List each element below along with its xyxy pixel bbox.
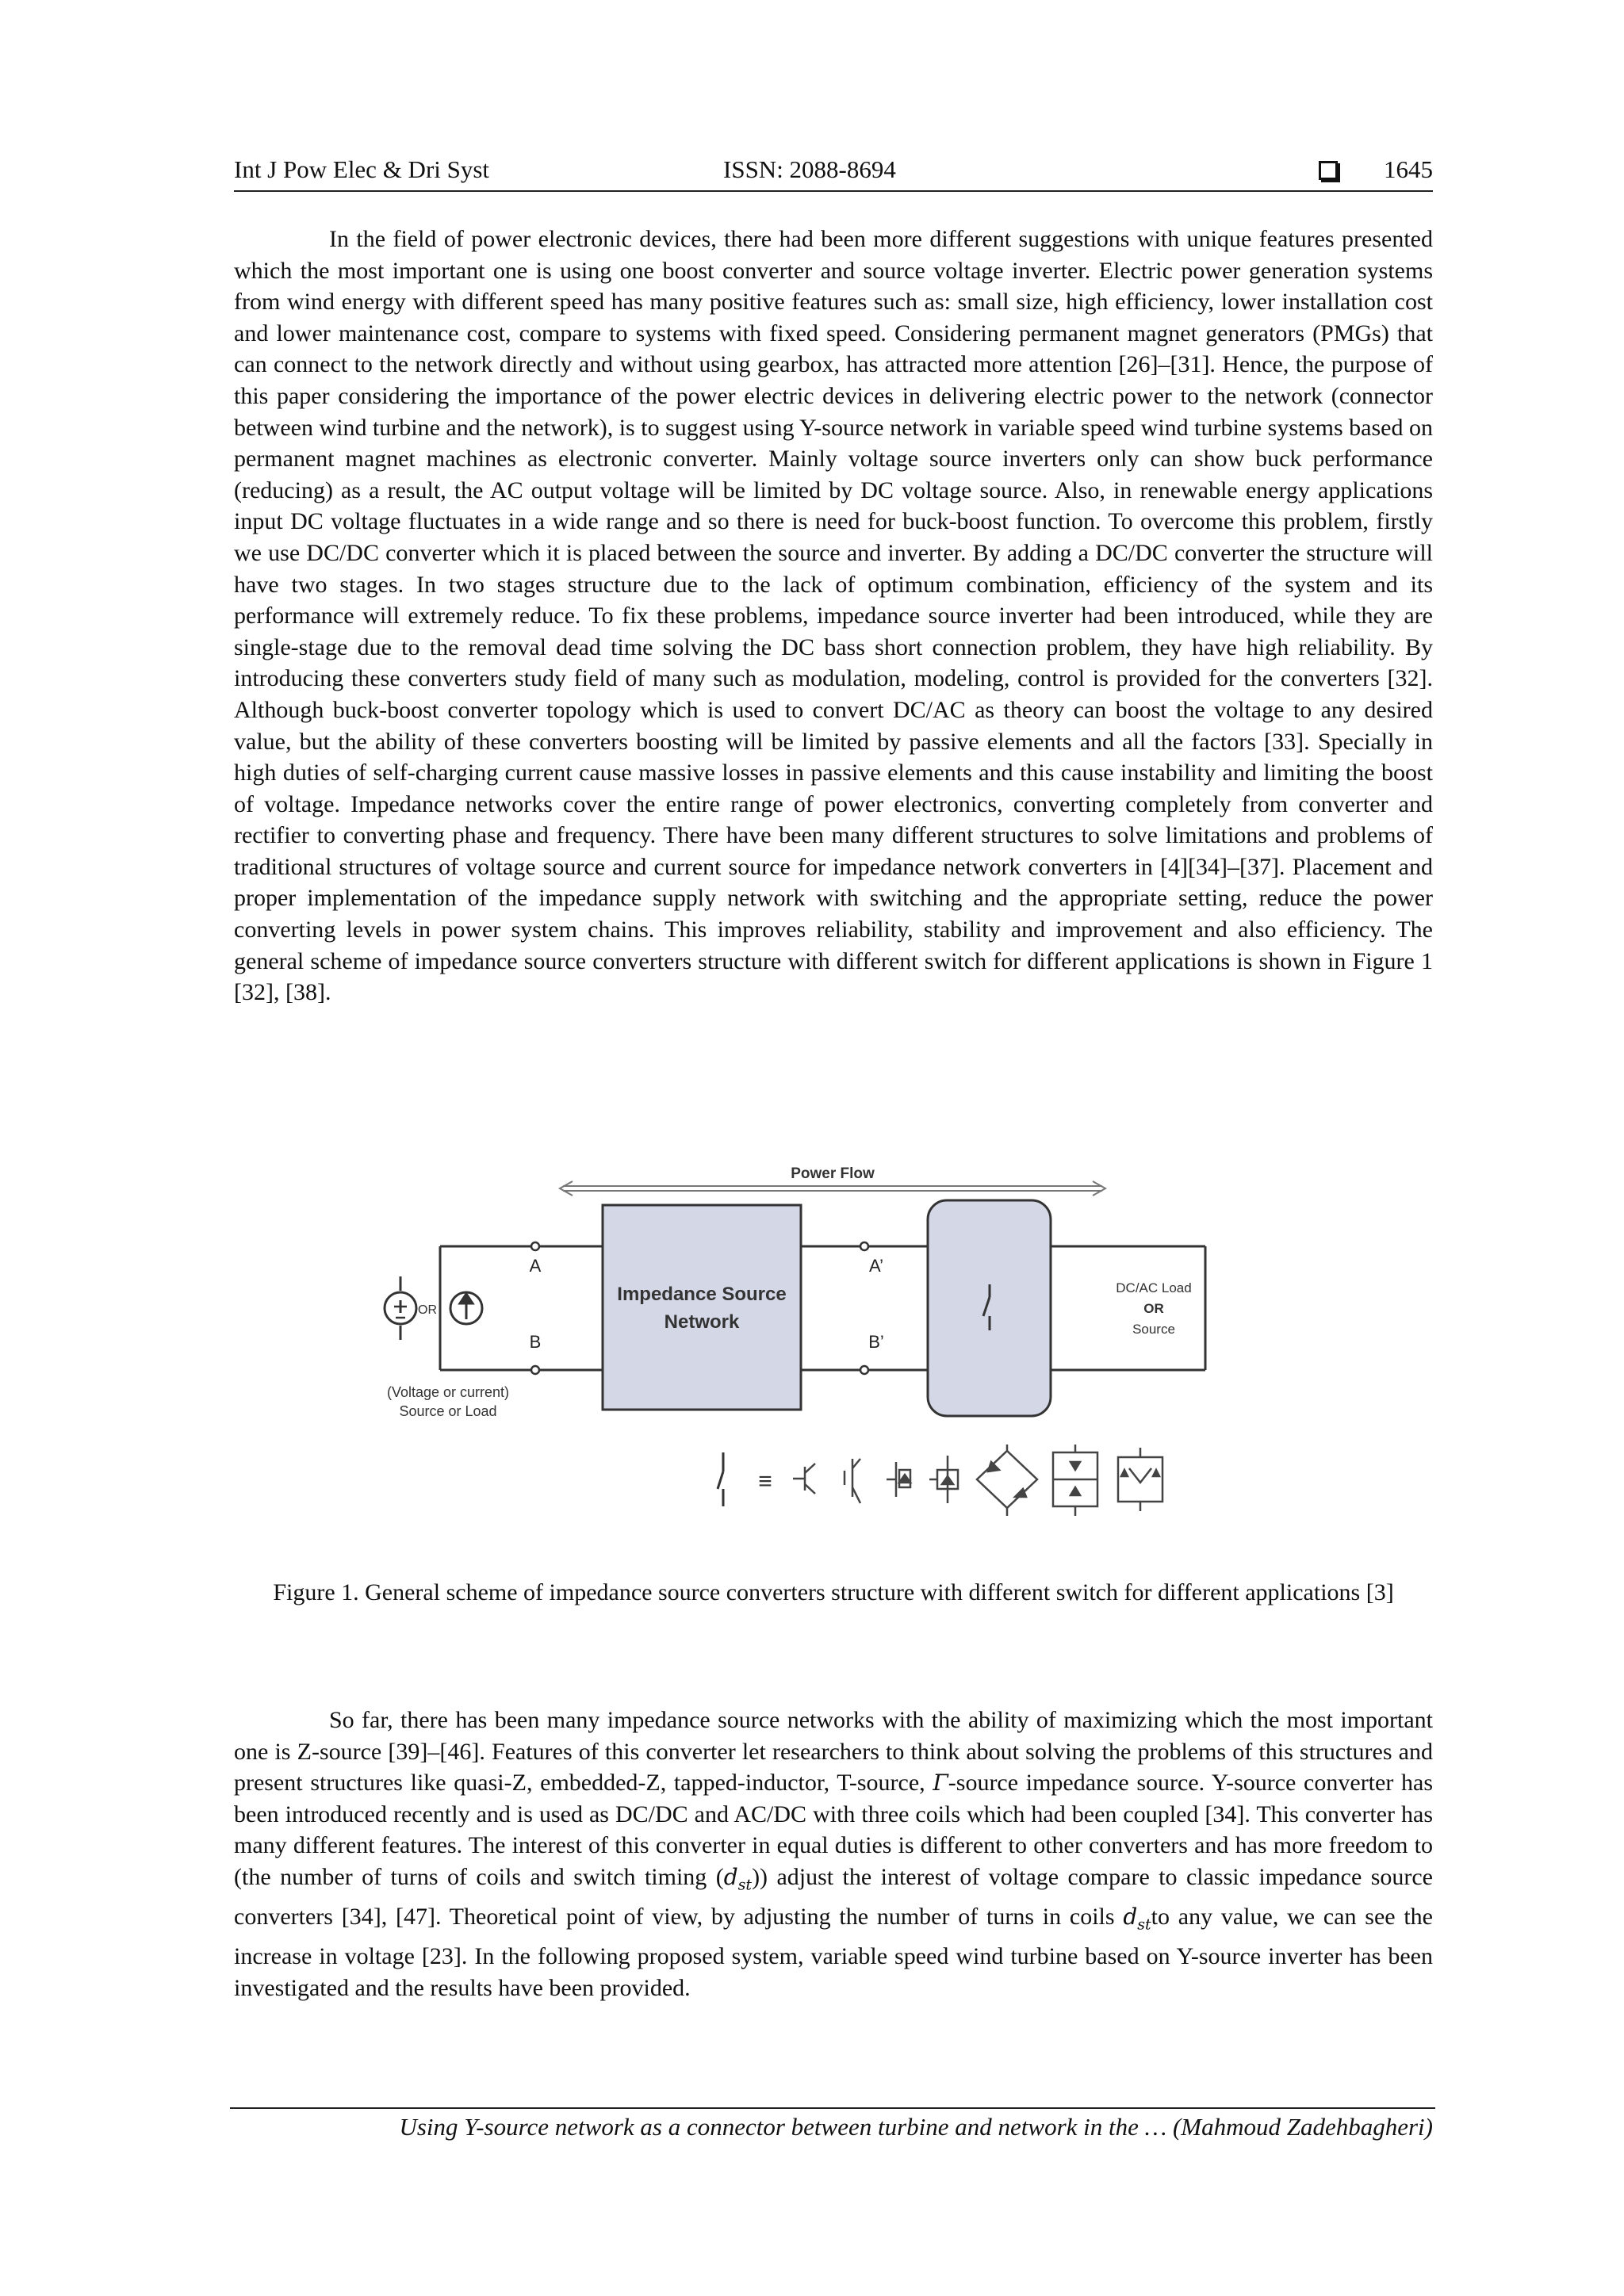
math-d-1: d xyxy=(723,1863,738,1890)
math-d-st-1 xyxy=(723,1863,753,1894)
source-label-line1: (Voltage or current) xyxy=(386,1384,510,1400)
node-b-label: B xyxy=(529,1332,542,1352)
node-b-prime-label: B’ xyxy=(868,1332,884,1352)
current-source-icon xyxy=(450,1292,482,1324)
bridge-switch-icon-1 xyxy=(977,1445,1037,1516)
square-bullet-icon xyxy=(1319,161,1338,180)
network-label-line1: Impedance Source xyxy=(617,1284,787,1305)
paragraph-2-text-4: to any value, we can see the increase in voltage [23]. In the following proposed system, variable speed wind turbine based on Y-source inverter has been investigated and the results have been provided. xyxy=(234,1904,1433,2001)
bjt-switch-icon xyxy=(793,1464,815,1494)
issn: ISSN: 2088-8694 xyxy=(723,155,896,183)
impedance-network-box xyxy=(603,1205,801,1410)
paragraph-2-text-1: So far, there has been many impedance source networks with the ability of maximizing which the most important one is Z-source [39]–[46]. Features of this converter let researchers to think about solving the problems of this structures and present structures like quasi-Z, embedded-Z, tapped-inductor, T-source, xyxy=(234,1707,1433,1797)
voltage-source-icon xyxy=(385,1276,416,1340)
load-label-line3: Source xyxy=(1132,1322,1175,1337)
igbt-diode-switch-icon xyxy=(887,1462,910,1497)
node-b-prime-terminal xyxy=(860,1366,868,1374)
page-number: 1645 xyxy=(1384,155,1433,183)
source-label-line2: Source or Load xyxy=(399,1403,497,1419)
left-wiring xyxy=(440,1246,603,1370)
page-header xyxy=(234,155,1433,192)
math-subscript-1: st xyxy=(737,1876,753,1894)
load-label-line2: OR xyxy=(1143,1301,1164,1316)
figure-1 xyxy=(373,1158,1253,1570)
power-flow-label: Power Flow xyxy=(791,1165,875,1182)
footer-divider xyxy=(230,2107,1435,2109)
node-a-terminal xyxy=(531,1242,539,1250)
node-a-label: A xyxy=(529,1256,542,1276)
journal-name: Int J Pow Elec & Dri Syst xyxy=(234,155,490,183)
paragraph-2-text-3: )) adjust the interest of voltage compare to classic impedance source converters [34], [47]. Theoretical point of view, by adjusting the number of turns in coils xyxy=(234,1863,1433,1931)
body-paragraph-1: In the field of power electronic devices, there had been more different suggestions with unique features presented which the most important one is using one boost converter and source voltage inverter. Electric power generation systems from wind energy with different speed has many positive features such as: small size, high efficiency, lower installation cost and lower maintenance cost, compare to systems with fixed speed. Considering permanent magnet generators (PMGs) that can connect to the network directly and without using gearbox, has attracted more attention [26]–[31]. Hence, the purpose of this paper considering the importance of the power electric devices in delivering electric power to the network (connector between wind turbine and the network), is to suggest using Y-source network in variable speed wind turbine systems based on permanent magnet machines as electronic converter. Mainly voltage source inverters only can show buck performance (reducing) as a result, the AC output voltage will be limited by DC voltage source. Also, in renewable energy applications input DC voltage fluctuates in a wide range and so there is need for buck-boost function. To overcome this problem, firstly we use DC/DC converter which it is placed between the source and inverter. By adding a DC/DC converter the structure will have two stages. In two stages structure due to the lack of optimum combination, efficiency of the system and its performance will extremely reduce. To fix these problems, impedance source inverter had been introduced, while they are single-stage due to the removal dead time solving the DC bass short connection problem, they have high reliability. By introducing these converters study field of many such as modulation, modeling, control is provided for the converters [32]. Although buck-boost converter topology which is used to convert DC/AC as theory can boost the voltage to any desired value, but the ability of these converters boosting will be limited by passive elements and all the factors [33]. Specially in high duties of self-charging current cause massive losses in passive elements and this cause instability and limiting the boost of voltage. Impedance networks cover the entire range of power electronics, converting completely from converter and rectifier to converting phase and frequency. There have been many different structures to solve limitations and problems of traditional structures of voltage source and current source for impedance network converters in [4][34]–[37]. Placement and proper implementation of the impedance supply network with switching and the appropriate setting, reduce the power converting levels in power system chains. This improves reliability, stability and improvement and also efficiency. The general scheme of impedance source converters structure with different switch for different applications is shown in Figure 1 [32], [38]. xyxy=(234,226,1433,1006)
mosfet-switch-icon xyxy=(845,1459,860,1503)
math-d-st-2 xyxy=(1123,1904,1151,1934)
bridge-switch-icon-2 xyxy=(1053,1445,1097,1516)
body-paragraph-2 xyxy=(234,1705,1433,2004)
load-label-line1: DC/AC Load xyxy=(1116,1280,1192,1295)
math-d-2: d xyxy=(1123,1904,1138,1931)
network-label-line2: Network xyxy=(664,1311,740,1333)
figure-caption: Figure 1. General scheme of impedance source converters structure with different switch for different applications [3] xyxy=(273,1579,1394,1605)
node-a-prime-label: A’ xyxy=(869,1256,883,1276)
equivalent-symbol: ≡ xyxy=(758,1468,772,1494)
right-wiring xyxy=(1051,1246,1205,1370)
back-to-back-switch-icon xyxy=(1118,1448,1162,1511)
switch-box xyxy=(928,1200,1051,1416)
or-label: OR xyxy=(418,1303,437,1317)
page-footer: Using Y-source network as a connector between turbine and network in the … (Mahmoud Zadehbagheri) xyxy=(399,2113,1433,2141)
paragraph-2-text-2: -source impedance source. Y-source converter has been introduced recently and is used as DC/DC and AC/DC with three coils which had been coupled [34]. This converter has many different features. The interest of this converter in equal duties is different to other converters and has more freedom to (the number of turns of coils and switch timing ( xyxy=(234,1770,1433,1890)
middle-wiring xyxy=(801,1246,928,1370)
power-flow-arrow-icon xyxy=(560,1181,1105,1196)
gamma-symbol: Γ xyxy=(933,1770,948,1797)
bidirectional-switch-icon xyxy=(929,1456,958,1503)
generic-switch-icon xyxy=(718,1452,723,1506)
node-a-prime-terminal xyxy=(860,1242,868,1250)
impedance-source-diagram xyxy=(373,1158,1253,1570)
node-b-terminal xyxy=(531,1366,539,1374)
math-subscript-2: st xyxy=(1137,1915,1151,1934)
